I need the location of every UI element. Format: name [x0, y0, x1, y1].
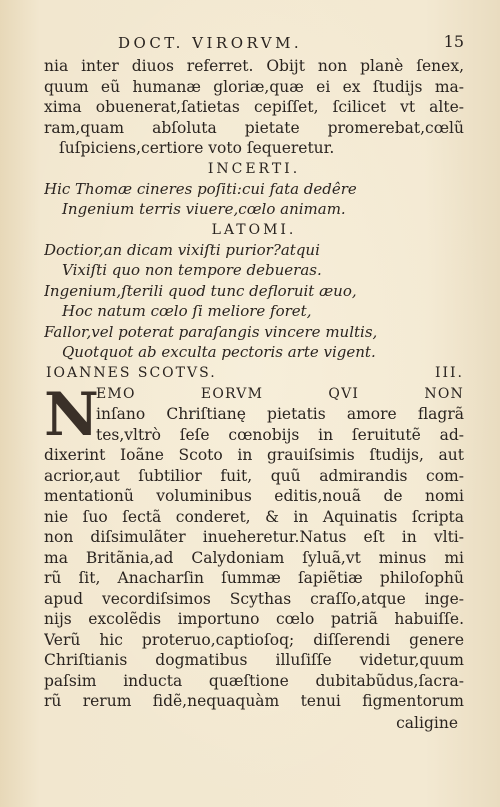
epitaph-heading: LATOMI. [211, 221, 297, 238]
drop-cap: N [44, 379, 99, 450]
section-title: IOANNES SCOTVS. [46, 364, 217, 381]
text-line: apud vecordiſsimos Scythas craſſo,atque inge- [44, 589, 464, 608]
text-line: non diſsimulãter inueheretur.Natus eſt in vlti- [44, 528, 464, 546]
text-line: ram,quam abſoluta pietate promerebat,cœlũ [44, 118, 464, 137]
text-line: quum eũ humanæ gloriæ,quæ ei ex ſtudijs ma- [44, 77, 464, 96]
verse-line: Vixiſti quo non tempore debueras. [62, 261, 322, 279]
epitaph-verse [44, 179, 464, 220]
text-line: dixerint Ioãne Scoto in grauiſsimis ſtudijs, aut [44, 446, 464, 464]
epitaph-heading: INCERTI. [207, 160, 301, 177]
intro-paragraph [44, 56, 464, 159]
text-line: acrior,aut ſubtilior fuit, quũ admirandis com- [44, 466, 464, 485]
epitaph-verse [44, 240, 464, 363]
section-body [44, 379, 464, 734]
text-line: paſsim inducta quæſtione dubitabũdus,ſacra- [44, 671, 464, 690]
text-line: rũ ſit, Anacharſin ſummæ ſapiẽtiæ philoſophũ [44, 569, 464, 587]
text-line: ſuſpiciens,certiore voto ſequeretur. [59, 139, 335, 157]
section-heading [44, 363, 464, 384]
text-line: tes,vltrò ſeſe cœnobijs in ſeruitutẽ ad- [96, 425, 464, 444]
verse-line: Ingenium,ſterili quod tunc defloruit æuo, [44, 281, 357, 300]
folio-number: 15 [443, 32, 464, 51]
text-line: Verũ hic proteruo,captioſoq; diſſerendi genere [44, 630, 464, 649]
text-line: inſano Chriſtianę pietatis amore flagrã [96, 405, 464, 423]
text-line: Chriſtianis dogmatibus illuſiſſe videtur,quum [44, 651, 464, 669]
text-line: nijs excolẽdis importuno cœlo patriã habuiſſe. [44, 610, 464, 628]
page-header [44, 28, 464, 56]
text-line: xima obuenerat,ſatietas cepiſſet, ſcilicet vt alte- [44, 98, 464, 116]
verse-line: Hoc natum cœlo ſi meliore foret, [62, 302, 312, 320]
text-line: nie ſuo ſectã conderet, & in Aquinatis ſcripta [44, 507, 464, 526]
section-number: III. [434, 364, 464, 381]
text-line: ma Britãnia,ad Calydoniam ſyluã,vt minus mi [44, 548, 464, 567]
verse-line: Quotquot ab exculta pectoris arte vigent. [62, 343, 376, 361]
text-line: nia inter diuos referret. Obijt non planè ſenex, [44, 57, 464, 75]
verse-line: Ingenium terris viuere,cœlo animam. [62, 200, 346, 218]
text-block [44, 28, 464, 734]
text-line: EMO EORVM QVI NON [96, 385, 464, 402]
catchword: caligine [396, 713, 458, 732]
verse-line: Fallor,vel poterat paraſangis vincere multis, [44, 322, 378, 341]
verse-line: Doctior,an dicam vixiſti purior?atqui [44, 240, 320, 259]
text-line: mentationũ voluminibus editis,nouã de nomi [44, 487, 464, 505]
text-line: rũ rerum fidẽ,nequaquàm tenui figmentorum [44, 692, 464, 710]
verse-line: Hic Thomæ cineres poſiti:cui fata dedêre [44, 179, 357, 198]
running-head: DOCT. VIRORVM. [118, 34, 303, 52]
